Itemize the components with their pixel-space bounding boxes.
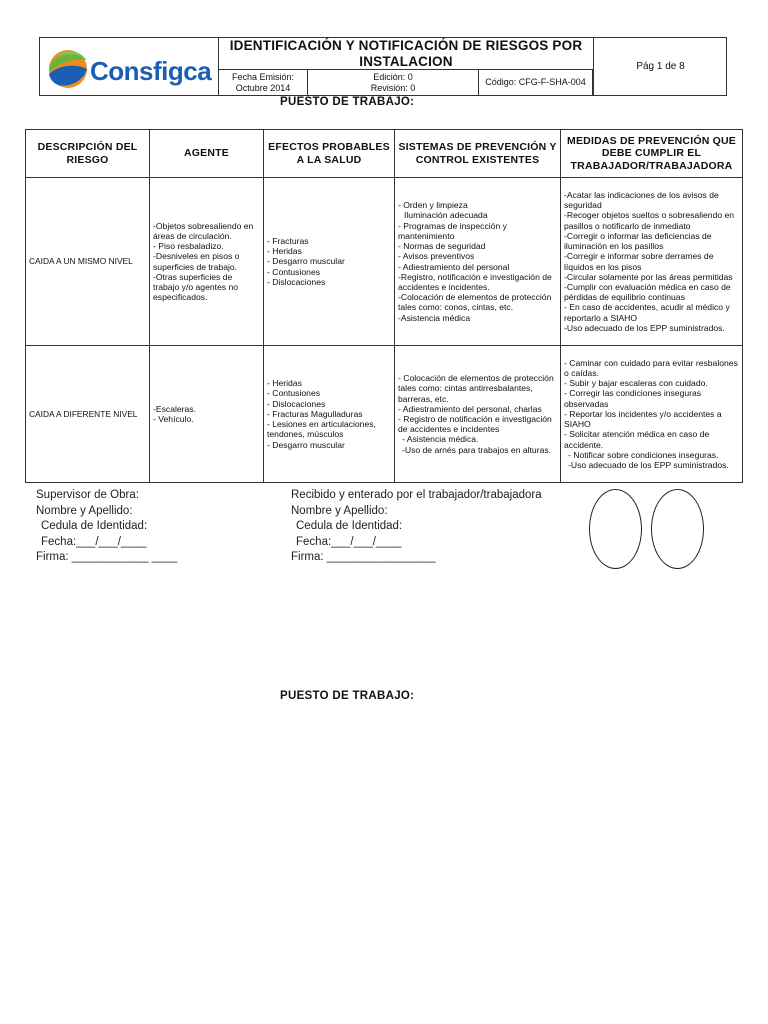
issue-date-label: Fecha Emisión: (231, 71, 295, 82)
edition-box (307, 69, 479, 96)
list-item: -Registro, notificación e investigación de accidentes e incidentes. (398, 271, 552, 292)
document-code: Código: CFG-F-SHA-004 (485, 77, 586, 87)
list-item: -Asistencia médica (398, 312, 471, 323)
list-item: -Uso adecuado de los EPP suministrados. (568, 459, 729, 470)
list-item: -Escaleras. (153, 403, 196, 414)
page-number: Pág 1 de 8 (593, 38, 727, 95)
list-item: -Recoger objetos sueltos o sobresaliendo en pasillos o notificarlo de inmediato (564, 210, 735, 231)
list-item: - Normas de seguridad (398, 241, 486, 252)
date-line: Fecha:___/___/____ (296, 535, 402, 548)
list-item: - Dislocaciones (267, 276, 326, 287)
id-label: Cedula de Identidad: (296, 520, 403, 532)
document-title: IDENTIFICACIÓN Y NOTIFICACIÓN DE RIESGOS POR INSTALACION (229, 38, 583, 69)
list-item: - Asistencia médica. (402, 434, 479, 445)
effects-cell (264, 178, 395, 346)
col-header-agent: AGENTE (150, 130, 264, 178)
risk-table (25, 129, 743, 483)
table-row (26, 178, 743, 346)
list-item: - Contusiones (267, 266, 321, 277)
list-item: -Corregir e informar sobre derrames de líquidos en los pisos (564, 251, 714, 272)
agent-cell (150, 178, 264, 346)
list-item: - Desgarro muscular (267, 439, 345, 450)
risk-description: CAIDA A UN MISMO NIVEL (26, 178, 150, 346)
worker-signature-block (291, 488, 542, 566)
list-item: Iluminación adecuada (404, 210, 488, 221)
list-item: - Adiestramiento del personal, charlas (398, 403, 542, 414)
company-logo (40, 38, 219, 95)
list-item: -Otras superficies de trabajo y/o agentes no especificados. (153, 271, 239, 303)
list-item: -Circular solamente por las áreas permitidas (564, 271, 733, 282)
issue-date-value: Octubre 2014 (235, 82, 291, 93)
list-item: -Objetos sobresaliendo en áreas de circulación. (153, 220, 254, 241)
list-item: - Notificar sobre condiciones inseguras. (568, 449, 719, 460)
list-item: - Caminar con cuidado para evitar resbalones o caídas. (564, 357, 738, 379)
brand-name: Consfigca (90, 56, 212, 86)
signature-line: Firma: _________________ (291, 551, 436, 563)
col-header-measures: MEDIDAS DE PREVENCIÓN QUE DEBE CUMPLIR EL TRABAJADOR/TRABAJADORA (561, 130, 743, 178)
list-item: -Acatar las indicaciones de los avisos de seguridad (564, 190, 719, 211)
job-position-label: PUESTO DE TRABAJO: (280, 96, 415, 108)
list-item: - Desgarro muscular (267, 256, 345, 267)
list-item: - Fracturas Magulladuras (267, 408, 363, 419)
revision-text: Revisión: 0 (370, 82, 416, 93)
col-header-description: DESCRIPCIÓN DEL RIESGO (26, 130, 150, 178)
list-item: -Desniveles en pisos o superficies de trabajo. (153, 251, 240, 272)
fingerprint-oval-left (589, 489, 642, 569)
effects-cell (264, 346, 395, 483)
date-line: Fecha:___/___/____ (41, 535, 147, 548)
list-item: - Subir y bajar escaleras con cuidado. (564, 378, 708, 389)
list-item: - Heridas (267, 246, 302, 257)
list-item: - Lesiones en articulaciones, tendones, músculos (267, 419, 376, 440)
issue-date-box (218, 69, 308, 96)
measures-cell (561, 178, 743, 346)
code-box (478, 69, 593, 96)
fingerprint-oval-right (651, 489, 704, 569)
list-item: - Programas de inspección y mantenimiento (398, 220, 507, 241)
signature-line: Firma: ____________ ____ (36, 551, 178, 563)
list-item: - Dislocaciones (267, 398, 326, 409)
list-item: -Corregir o informar las deficiencias de iluminación en los pasillos (564, 230, 712, 252)
col-header-systems: SISTEMAS DE PREVENCIÓN Y CONTROL EXISTENTES (395, 130, 561, 178)
list-item: - Piso resbaladizo. (153, 241, 224, 252)
list-item: - Corregir las condiciones inseguras observadas (564, 388, 702, 409)
list-item: - Avisos preventivos (398, 251, 475, 262)
list-item: -Colocación de elementos de protección tales como: conos, cintas, etc. (398, 292, 552, 313)
list-item: -Uso adecuado de los EPP suministrados. (564, 322, 725, 333)
agent-cell (150, 346, 264, 483)
list-item: - Solicitar atención médica en caso de accidente. (564, 429, 710, 450)
list-item: -Uso de arnés para trabajos en alturas. (402, 444, 552, 455)
systems-cell (395, 178, 561, 346)
id-label: Cedula de Identidad: (41, 520, 148, 532)
list-item: - Contusiones (267, 388, 321, 399)
supervisor-signature-block (36, 488, 177, 566)
list-item: - Registro de notificación e investigación de accidentes e incidentes (398, 414, 552, 435)
list-item: - Vehículo. (153, 414, 194, 424)
supervisor-label: Supervisor de Obra: (36, 489, 139, 501)
list-item: - Orden y limpieza (398, 200, 468, 211)
list-item: - Heridas (267, 378, 302, 389)
systems-cell (395, 346, 561, 483)
edition-text: Edición: 0 (373, 71, 413, 82)
list-item: - En caso de accidentes, acudir al médico y reportarlo a SIAHO (564, 302, 730, 323)
received-label: Recibido y enterado por el trabajador/trabajadora (291, 489, 542, 501)
name-label: Nombre y Apellido: (291, 504, 388, 517)
list-item: - Adiestramiento del personal (398, 261, 510, 272)
measures-cell (561, 346, 743, 483)
list-item: - Colocación de elementos de protección tales como: cintas antirresbalantes, barreras, etc. (398, 373, 554, 404)
table-row (26, 346, 743, 483)
risk-description: CAIDA A DIFERENTE NIVEL (26, 346, 150, 483)
list-item: - Fracturas (267, 235, 309, 246)
job-position-label-2: PUESTO DE TRABAJO: (280, 690, 415, 702)
name-label: Nombre y Apellido: (36, 504, 133, 517)
col-header-effects: EFECTOS PROBABLES A LA SALUD (264, 130, 395, 178)
list-item: - Reportar los incidentes y/o accidentes a SIAHO (564, 408, 722, 430)
list-item: -Cumplir con evaluación médica en caso de pérdidas de equilibrio continuas (564, 281, 731, 303)
table-header-row (26, 130, 743, 178)
